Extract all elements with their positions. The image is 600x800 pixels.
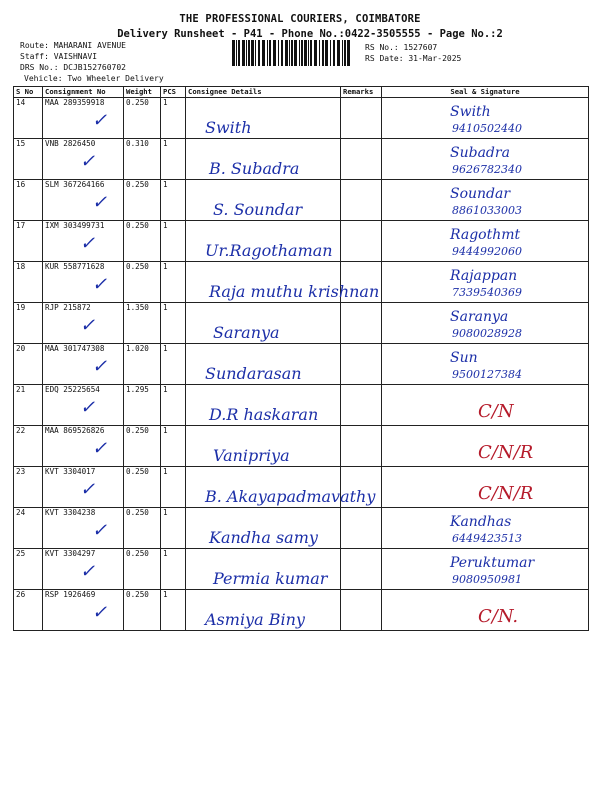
table-row <box>14 139 589 180</box>
table-row <box>14 180 589 221</box>
cell-remarks <box>341 549 382 590</box>
cell-signature <box>382 139 589 180</box>
handwritten-consignee-name: Permia kumar <box>213 569 328 588</box>
cell-weight: 0.250 <box>124 426 161 467</box>
cell-consignment: RJP 215872 <box>43 303 124 344</box>
cell-consignee <box>186 385 341 426</box>
cell-remarks <box>341 139 382 180</box>
table-row <box>14 344 589 385</box>
handwritten-consignee-name: Raja muthu krishnan <box>209 282 380 301</box>
cell-sno: 17 <box>14 221 43 262</box>
handwritten-consignee-name: D.R haskaran <box>209 405 319 424</box>
cell-weight: 0.250 <box>124 98 161 139</box>
cell-consignment: MAA 301747308 <box>43 344 124 385</box>
cell-signature <box>382 508 589 549</box>
cell-sno: 23 <box>14 467 43 508</box>
cell-consignee <box>186 98 341 139</box>
cell-signature <box>382 303 589 344</box>
handwritten-signature: Soundar <box>450 186 511 202</box>
cell-signature <box>382 221 589 262</box>
handwritten-signature: Rajappan <box>450 268 518 284</box>
cell-pcs: 1 <box>161 385 186 426</box>
check-mark-icon: ✓ <box>92 356 108 377</box>
cell-weight: 1.020 <box>124 344 161 385</box>
company-title: THE PROFESSIONAL COURIERS, COIMBATORE <box>179 13 421 25</box>
col-signature: Seal & Signature <box>382 87 589 98</box>
cell-consignee <box>186 549 341 590</box>
vehicle-label: Vehicle: Two Wheeler Delivery <box>24 74 164 83</box>
cell-signature <box>382 467 589 508</box>
handwritten-consignee-name: Sundarasan <box>205 364 302 383</box>
handwritten-consignee-name: Vanipriya <box>213 446 290 465</box>
cell-consignment: KUR 558771628 <box>43 262 124 303</box>
runsheet-subtitle: Delivery Runsheet - P41 - Phone No.:0422-3505555 - Page No.:2 <box>117 28 503 40</box>
check-mark-icon: ✓ <box>92 192 108 213</box>
cell-consignment: KVT 3304238 <box>43 508 124 549</box>
cell-consignee <box>186 139 341 180</box>
handwritten-signature: Sun <box>450 350 478 366</box>
cell-remarks <box>341 385 382 426</box>
cell-remarks <box>341 98 382 139</box>
cell-consignee <box>186 180 341 221</box>
cell-remarks <box>341 221 382 262</box>
handwritten-signature: C/N <box>478 401 514 422</box>
handwritten-signature: Ragothmt <box>450 227 521 243</box>
cell-weight: 0.250 <box>124 467 161 508</box>
cell-sno: 24 <box>14 508 43 549</box>
check-mark-icon: ✓ <box>80 397 96 418</box>
handwritten-consignee-name: B. Subadra <box>209 159 300 178</box>
handwritten-signature: C/N/R <box>478 442 534 463</box>
check-mark-icon: ✓ <box>80 315 96 336</box>
cell-consignment: SLM 367264166 <box>43 180 124 221</box>
handwritten-signature: Peruktumar <box>450 555 535 571</box>
handwritten-signature: Subadra <box>450 145 510 161</box>
cell-pcs: 1 <box>161 549 186 590</box>
col-sno: S No <box>14 87 43 98</box>
drs-label: DRS No.: DCJB152760702 <box>20 63 126 72</box>
table-row <box>14 508 589 549</box>
check-mark-icon: ✓ <box>80 151 96 172</box>
handwritten-phone: 9080950981 <box>452 573 522 586</box>
col-consignee: Consignee Details <box>186 87 341 98</box>
table-row <box>14 426 589 467</box>
cell-pcs: 1 <box>161 262 186 303</box>
check-mark-icon: ✓ <box>92 110 108 131</box>
cell-pcs: 1 <box>161 180 186 221</box>
rs-number: RS No.: 1527607 <box>365 43 438 52</box>
cell-remarks <box>341 467 382 508</box>
handwritten-consignee-name: Saranya <box>213 323 280 342</box>
handwritten-phone: 6449423513 <box>452 532 522 545</box>
handwritten-consignee-name: Kandha samy <box>209 528 318 547</box>
check-mark-icon: ✓ <box>80 561 96 582</box>
col-remarks: Remarks <box>341 87 382 98</box>
cell-pcs: 1 <box>161 344 186 385</box>
cell-sno: 22 <box>14 426 43 467</box>
cell-pcs: 1 <box>161 590 186 631</box>
cell-consignment: KVT 3304297 <box>43 549 124 590</box>
cell-consignee <box>186 221 341 262</box>
handwritten-phone: 9444992060 <box>452 245 522 258</box>
cell-weight: 0.250 <box>124 590 161 631</box>
cell-consignment: EDQ 25225654 <box>43 385 124 426</box>
cell-signature <box>382 344 589 385</box>
cell-weight: 0.250 <box>124 221 161 262</box>
handwritten-phone: 9410502440 <box>452 122 522 135</box>
cell-consignee <box>186 262 341 303</box>
cell-consignee <box>186 303 341 344</box>
table-row <box>14 221 589 262</box>
table-row <box>14 262 589 303</box>
cell-remarks <box>341 180 382 221</box>
handwritten-phone: 8861033003 <box>452 204 522 217</box>
table-row <box>14 467 589 508</box>
table-row <box>14 385 589 426</box>
handwritten-consignee-name: Asmiya Biny <box>205 610 305 629</box>
table-row <box>14 98 589 139</box>
cell-weight: 0.250 <box>124 262 161 303</box>
cell-signature <box>382 426 589 467</box>
cell-sno: 19 <box>14 303 43 344</box>
route-label: Route: MAHARANI AVENUE <box>20 41 126 50</box>
cell-pcs: 1 <box>161 303 186 344</box>
cell-consignment: RSP 1926469 <box>43 590 124 631</box>
cell-sno: 20 <box>14 344 43 385</box>
cell-consignee <box>186 344 341 385</box>
handwritten-phone: 7339540369 <box>452 286 522 299</box>
staff-label: Staff: VAISHNAVI <box>20 52 98 61</box>
barcode-icon <box>232 40 350 66</box>
cell-remarks <box>341 590 382 631</box>
cell-signature <box>382 180 589 221</box>
cell-weight: 1.350 <box>124 303 161 344</box>
cell-consignment: VNB 2826450 <box>43 139 124 180</box>
cell-signature <box>382 98 589 139</box>
rs-date: RS Date: 31-Mar-2025 <box>365 54 462 63</box>
check-mark-icon: ✓ <box>80 233 96 254</box>
cell-pcs: 1 <box>161 98 186 139</box>
cell-remarks <box>341 262 382 303</box>
cell-consignment: MAA 289359918 <box>43 98 124 139</box>
handwritten-signature: C/N/R <box>478 483 534 504</box>
cell-sno: 18 <box>14 262 43 303</box>
cell-weight: 0.310 <box>124 139 161 180</box>
table-row <box>14 303 589 344</box>
cell-pcs: 1 <box>161 508 186 549</box>
handwritten-phone: 9500127384 <box>452 368 522 381</box>
cell-remarks <box>341 344 382 385</box>
cell-weight: 0.250 <box>124 508 161 549</box>
handwritten-signature: Swith <box>450 104 491 120</box>
cell-consignee <box>186 467 341 508</box>
col-pcs: PCS <box>161 87 186 98</box>
col-consignment: Consignment No <box>43 87 124 98</box>
handwritten-consignee-name: S. Soundar <box>213 200 303 219</box>
cell-consignee <box>186 426 341 467</box>
cell-consignment: KVT 3304017 <box>43 467 124 508</box>
cell-sno: 26 <box>14 590 43 631</box>
cell-sno: 15 <box>14 139 43 180</box>
cell-weight: 0.250 <box>124 180 161 221</box>
check-mark-icon: ✓ <box>92 602 108 623</box>
table-header-row <box>14 87 589 98</box>
check-mark-icon: ✓ <box>80 479 96 500</box>
handwritten-consignee-name: B. Akayapadmavathy <box>205 487 376 506</box>
cell-pcs: 1 <box>161 467 186 508</box>
check-mark-icon: ✓ <box>92 274 108 295</box>
cell-sno: 25 <box>14 549 43 590</box>
cell-pcs: 1 <box>161 221 186 262</box>
handwritten-phone: 9626782340 <box>452 163 522 176</box>
cell-consignment: MAA 869526826 <box>43 426 124 467</box>
runsheet-table <box>13 86 589 631</box>
handwritten-signature: Kandhas <box>450 514 512 530</box>
handwritten-signature: C/N. <box>478 606 519 627</box>
cell-signature <box>382 549 589 590</box>
cell-signature <box>382 590 589 631</box>
table-row <box>14 549 589 590</box>
cell-remarks <box>341 508 382 549</box>
cell-remarks <box>341 303 382 344</box>
cell-consignee <box>186 508 341 549</box>
cell-sno: 16 <box>14 180 43 221</box>
cell-consignment: IXM 303499731 <box>43 221 124 262</box>
cell-remarks <box>341 426 382 467</box>
handwritten-phone: 9080028928 <box>452 327 522 340</box>
cell-sno: 21 <box>14 385 43 426</box>
cell-weight: 1.295 <box>124 385 161 426</box>
cell-signature <box>382 262 589 303</box>
handwritten-signature: Saranya <box>450 309 509 325</box>
check-mark-icon: ✓ <box>92 520 108 541</box>
cell-weight: 0.250 <box>124 549 161 590</box>
handwritten-consignee-name: Swith <box>205 118 252 137</box>
handwritten-consignee-name: Ur.Ragothaman <box>205 241 333 260</box>
cell-signature <box>382 385 589 426</box>
cell-pcs: 1 <box>161 426 186 467</box>
col-weight: Weight <box>124 87 161 98</box>
cell-pcs: 1 <box>161 139 186 180</box>
check-mark-icon: ✓ <box>92 438 108 459</box>
cell-consignee <box>186 590 341 631</box>
cell-sno: 14 <box>14 98 43 139</box>
table-row <box>14 590 589 631</box>
